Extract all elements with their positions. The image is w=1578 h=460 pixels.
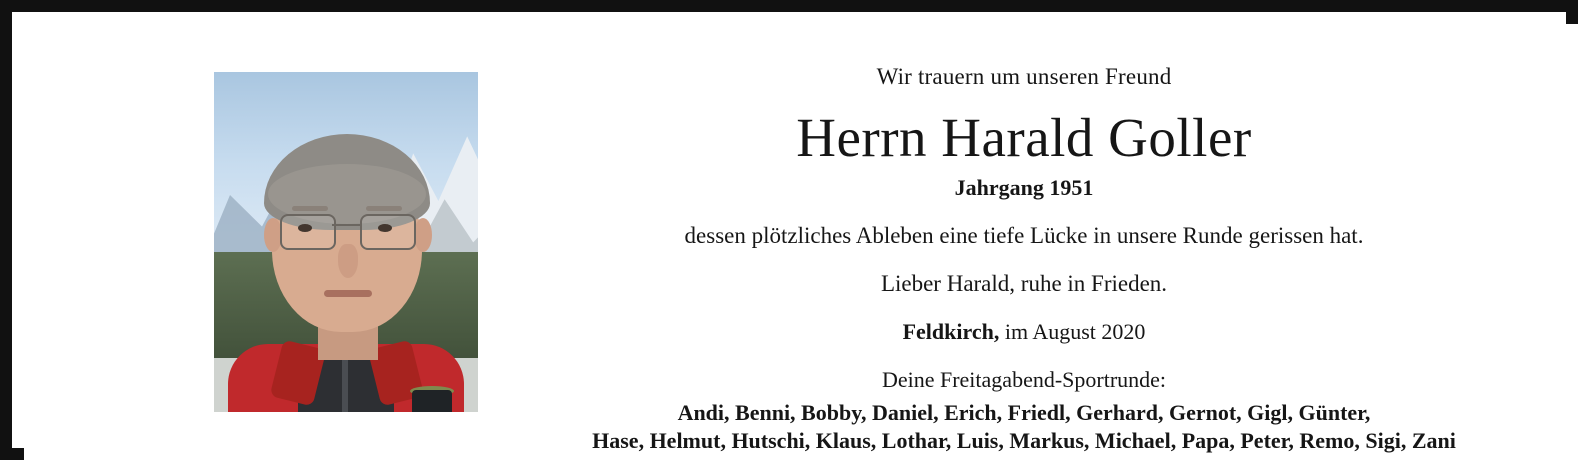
nose bbox=[338, 244, 358, 278]
ear-right bbox=[414, 218, 432, 252]
group-label: Deine Freitagabend-Sportrunde: bbox=[881, 367, 1167, 393]
obituary-card bbox=[24, 24, 1578, 460]
eye-left bbox=[298, 224, 312, 232]
rest-in-peace-line: Lieber Harald, ruhe in Frieden. bbox=[880, 271, 1168, 297]
date-text: im August 2020 bbox=[999, 319, 1146, 345]
eye-right bbox=[378, 224, 392, 232]
glasses-lens-right bbox=[360, 214, 416, 250]
glasses-lens-left bbox=[280, 214, 336, 250]
mourning-line: Wir trauern um unseren Freund bbox=[876, 64, 1172, 89]
place-name: Feldkirch, bbox=[902, 319, 1000, 345]
eyebrow-left bbox=[292, 206, 328, 211]
signature-names-line-2: Hase, Helmut, Hutschi, Klaus, Lothar, Luis, Markus, Michael, Papa, Peter, Remo, Sigi, Zani bbox=[592, 427, 1456, 453]
glasses-bridge bbox=[332, 224, 360, 226]
deceased-name: Herrn Harald Goller bbox=[796, 107, 1252, 168]
loss-line: dessen plötzliches Ableben eine tiefe Lücke in unsere Runde gerissen hat. bbox=[684, 223, 1364, 249]
portrait-photo bbox=[214, 72, 478, 412]
signature-names-line-1: Andi, Benni, Bobby, Daniel, Erich, Friedl, Gerhard, Gernot, Gigl, Günter, bbox=[677, 400, 1371, 426]
jacket-zipper bbox=[342, 358, 348, 412]
eyebrow-right bbox=[366, 206, 402, 211]
obituary-text-block bbox=[514, 64, 1534, 454]
birth-year: Jahrgang 1951 bbox=[954, 175, 1094, 201]
cup bbox=[412, 390, 452, 412]
place-and-date-line bbox=[514, 319, 1534, 345]
mouth bbox=[324, 290, 372, 297]
